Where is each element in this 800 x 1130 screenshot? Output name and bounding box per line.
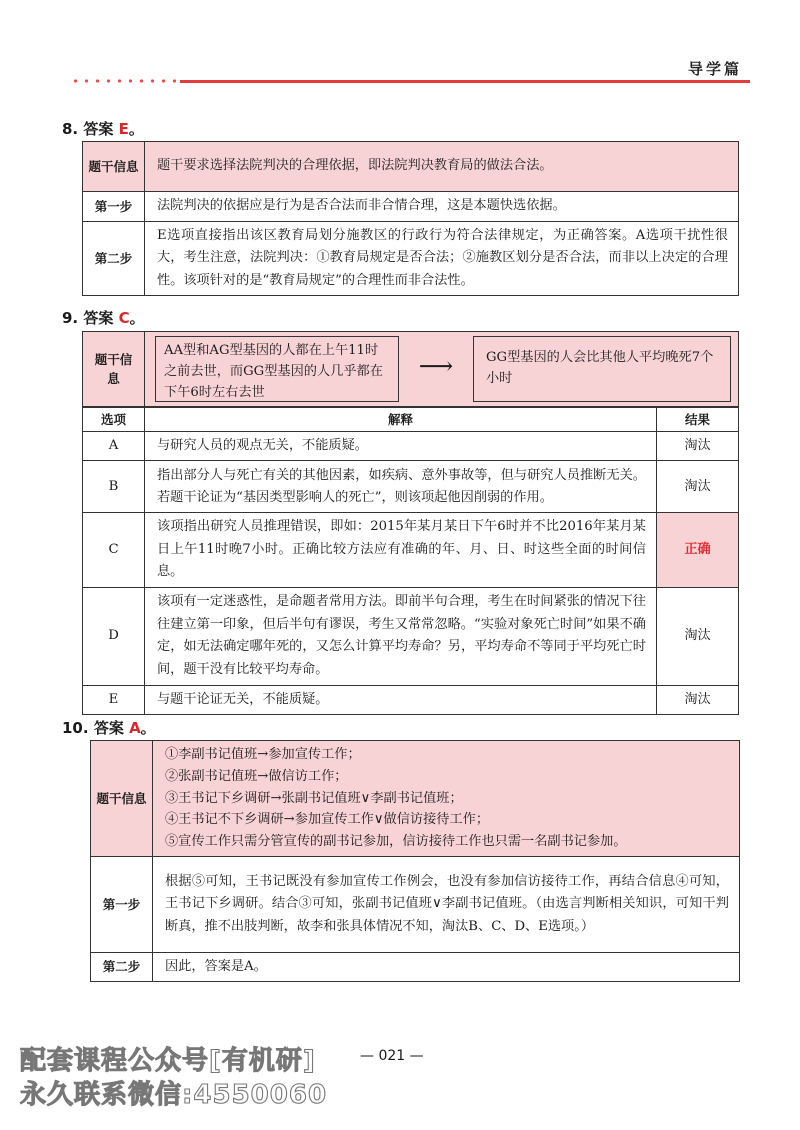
q8-heading — [62, 118, 144, 139]
q8-row-stem — [83, 142, 739, 192]
q9-row-e — [83, 685, 739, 714]
q9-answer-letter: C — [118, 309, 130, 327]
q10-stem-lines — [153, 741, 740, 857]
q8-table — [82, 141, 739, 296]
q9-row-d-explanation: 该项有一定迷惑性，是命题者常用方法。即前半句合理，考生在时间紧张的情况下往往建立第一印象，但后半句有谬误，考生又常常忽略。“实验对象死亡时间”如果不确定，如无法确定哪年死的，又怎么计算平均寿命？另，平均寿命不等同于平均死亡时间，题干没有比较平均寿命。 — [145, 587, 657, 685]
q9-row-a-explanation: 与研究人员的观点无关，不能质疑。 — [145, 432, 657, 461]
q10-stem-line-1: ①李副书记值班→参加宣传工作； — [165, 747, 361, 762]
q8-number: 8. — [62, 120, 79, 138]
q10-row-step1 — [91, 856, 740, 952]
q8-answer-end: 。 — [128, 120, 144, 138]
q9-row-c-option: C — [83, 513, 145, 587]
q9-stem-block — [82, 331, 739, 407]
section-title: 导学篇 — [687, 60, 742, 78]
q9-row-d — [83, 587, 739, 685]
q10-step1-label: 第一步 — [91, 856, 153, 952]
q10-stem-label: 题干信息 — [91, 741, 153, 857]
q9-conclusion-box: GG型基因的人会比其他人平均晚死7个小时 — [473, 336, 731, 402]
q9-row-d-option: D — [83, 587, 145, 685]
q10-stem-line-3: ③王书记下乡调研→张副书记值班∨李副书记值班； — [165, 790, 463, 806]
q9-header-result: 结果 — [657, 408, 739, 432]
q8-step2-label: 第二步 — [83, 222, 145, 296]
q9-row-a — [83, 432, 739, 461]
q10-step2-label: 第二步 — [91, 952, 153, 981]
q9-row-e-result: 淘汰 — [657, 685, 739, 714]
q9-row-c — [83, 513, 739, 587]
q10-stem-line-5: ⑤宣传工作只需分管宣传的副书记参加，信访接待工作也只需一名副书记参加。 — [165, 834, 627, 850]
q9-row-b — [83, 461, 739, 513]
q9-premise-box: AA型和AG型基因的人都在上午11时之前去世，而GG型基因的人几乎都在下午6时左右去世 — [155, 336, 399, 402]
q10-table — [90, 740, 740, 982]
q8-answer-label: 答案 — [83, 120, 114, 138]
q8-step1-label: 第一步 — [83, 192, 145, 222]
q9-row-e-option: E — [83, 685, 145, 714]
q9-options-table — [82, 407, 739, 715]
q9-row-c-explanation: 该项指出研究人员推理错误，即如：2015年某月某日下午6时并不比2016年某月某日上午11时晚7小时。正确比较方法应有准确的年、月、日、时这些全面的时间信息。 — [145, 513, 657, 587]
q9-row-d-result: 淘汰 — [657, 587, 739, 685]
q10-step1-text: 根据⑤可知，王书记既没有参加宣传工作例会，也没有参加信访接待工作，再结合信息④可知，王书记下乡调研。结合③可知，张副书记值班∨李副书记值班。（由选言判断相关知识，可知干判断真，推不出肢判断，故李和张具体情况不知，淘汰B、C、D、E选项。） — [153, 856, 740, 952]
header-rule — [180, 80, 750, 83]
q10-answer-letter: A — [129, 719, 141, 737]
q9-row-b-result: 淘汰 — [657, 461, 739, 513]
q10-step2-text: 因此，答案是A。 — [153, 952, 740, 981]
q9-row-e-explanation: 与题干论证无关，不能质疑。 — [145, 685, 657, 714]
q9-header-option: 选项 — [83, 408, 145, 432]
q8-step2-text: E选项直接指出该区教育局划分施教区的行政行为符合法律规定，为正确答案。A选项干扰性很大，考生注意，法院判决：①教育局规定是否合法；②施教区划分是否合法，而非以上决定的合理性。该项针对的是“教育局规定”的合理性而非合法性。 — [145, 222, 739, 296]
q9-header-explanation: 解释 — [145, 408, 657, 432]
q8-row-step2 — [83, 222, 739, 296]
header-dots-decoration — [70, 78, 180, 84]
q9-answer-label: 答案 — [83, 309, 114, 327]
q10-stem-line-4: ④王书记不下乡调研→参加宣传工作∨做信访接待工作； — [165, 812, 490, 828]
q10-row-step2 — [91, 952, 740, 981]
q9-header-row — [83, 408, 739, 432]
q9-stem-label: 题干信息 — [83, 332, 145, 406]
q9-number: 9. — [62, 309, 79, 327]
page-number: — 021 — — [360, 1048, 424, 1064]
q9-row-b-option: B — [83, 461, 145, 513]
q9-heading — [62, 307, 145, 328]
q8-step1-text: 法院判决的依据应是行为是否合法而非合情合理，这是本题快选依据。 — [145, 192, 739, 222]
q9-row-c-result: 正确 — [657, 513, 739, 587]
q8-row-step1 — [83, 192, 739, 222]
q9-row-a-result: 淘汰 — [657, 432, 739, 461]
q8-stem-label: 题干信息 — [83, 142, 145, 192]
q8-stem-text: 题干要求选择法院判决的合理依据，即法院判决教育局的做法合法。 — [145, 142, 739, 192]
q10-stem-line-2: ②张副书记值班→做信访工作； — [165, 768, 348, 784]
q8-answer-letter: E — [118, 120, 129, 138]
q10-heading — [62, 717, 156, 738]
q9-row-a-option: A — [83, 432, 145, 461]
q9-answer-end: 。 — [129, 309, 145, 327]
q10-answer-end: 。 — [140, 719, 156, 737]
q10-row-stem — [91, 741, 740, 857]
watermark-line-2: 永久联系微信:4550060 — [20, 1080, 328, 1110]
q9-row-b-explanation: 指出部分人与死亡有关的其他因素，如疾病、意外事故等，但与研究人员推断无关。若题干论证为“基因类型影响人的死亡”，则该项起他因削弱的作用。 — [145, 461, 657, 513]
watermark-line-1: 配套课程公众号[有机研] — [20, 1046, 316, 1076]
q10-answer-label: 答案 — [93, 719, 124, 737]
q9-arrow-icon: ⟶ — [418, 352, 454, 380]
q10-number: 10. — [62, 719, 89, 737]
